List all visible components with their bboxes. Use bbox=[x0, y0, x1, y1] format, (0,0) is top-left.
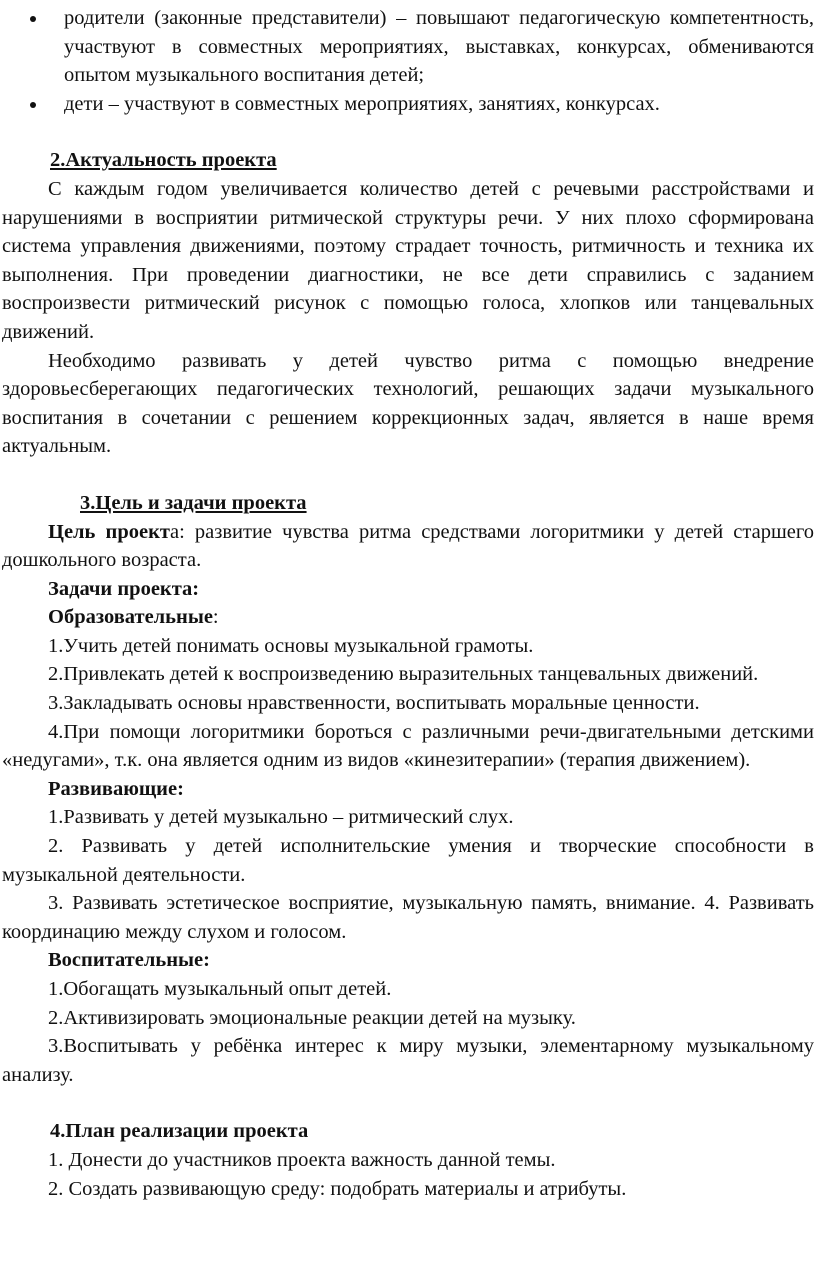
educational-colon: : bbox=[212, 606, 219, 629]
upbringing-task: 3.Воспитывать у ребёнка интерес к миру музыки, элементарному музыкальному анализу. bbox=[2, 1035, 814, 1086]
list-item-text: родители (законные представители) – повышают педагогическую компетентность, участвуют в совместных мероприятиях, выставках, конкурсах, обмениваются опытом музыкального воспитания детей; bbox=[64, 7, 814, 87]
section-3-heading: 3.Цель и задачи проекта bbox=[80, 491, 307, 514]
tasks-label: Задачи проекта: bbox=[48, 577, 200, 600]
upbringing-task: 2.Активизировать эмоциональные реакции детей на музыку. bbox=[48, 1006, 576, 1029]
educational-task: 4.При помощи логоритмики бороться с различными речи-двигательными детскими «недугами», т.к. она является одним из видов «кинезитерапии» (терапия движением). bbox=[2, 720, 814, 772]
section-3-heading-line bbox=[2, 489, 814, 518]
upbringing-task: 1.Обогащать музыкальный опыт детей. bbox=[48, 978, 392, 1000]
section-4-heading-line bbox=[2, 1117, 814, 1146]
list-item-text: дети – участвуют в совместных мероприятиях, занятиях, конкурсах. bbox=[64, 92, 660, 115]
educational-task: 3.Закладывать основы нравственности, воспитывать моральные ценности. bbox=[48, 692, 700, 715]
developing-task: 3. Развивать эстетическое восприятие, музыкальную память, внимание. 4. Развивать координацию между слухом и голосом. bbox=[2, 892, 814, 943]
educational-task: 1.Учить детей понимать основы музыкальной грамоты. bbox=[48, 634, 534, 657]
intro-bullet-list bbox=[2, 4, 814, 118]
plan-item: 1. Донести до участников проекта важность данной темы. bbox=[48, 1148, 556, 1171]
upbringing-label: Воспитательные: bbox=[48, 949, 210, 972]
goal-text: а: развитие чувства ритма средствами логоритмики у детей старшего дошкольного возраста. bbox=[2, 520, 814, 572]
goal-label: Цель проект bbox=[48, 520, 170, 543]
list-item bbox=[2, 4, 814, 90]
section-2-heading: 2.Актуальность проекта bbox=[50, 149, 277, 172]
goal-paragraph bbox=[2, 518, 814, 575]
bullet-icon bbox=[30, 16, 36, 22]
section-2-heading-line bbox=[2, 146, 814, 175]
educational-task: 2.Привлекать детей к воспроизведению выразительных танцевальных движений. bbox=[48, 663, 759, 686]
educational-label: Образовательные bbox=[48, 606, 213, 629]
plan-item: 2. Создать развивающую среду: подобрать материалы и атрибуты. bbox=[48, 1177, 627, 1200]
section-2-paragraph: Необходимо развивать у детей чувство ритма с помощью внедрение здоровьесберегающих педагогических технологий, решающих задачи музыкального воспитания в сочетании с решением коррекционных задач, является в наше время актуальным. bbox=[2, 349, 814, 458]
developing-label: Развивающие: bbox=[48, 777, 184, 800]
list-item bbox=[2, 90, 814, 119]
developing-task: 1.Развивать у детей музыкально – ритмический слух. bbox=[48, 806, 514, 829]
developing-task: 2. Развивать у детей исполнительские умения и творческие способности в музыкальной деятельности. bbox=[2, 835, 814, 886]
bullet-icon bbox=[30, 102, 36, 108]
section-4-heading: 4.План реализации проекта bbox=[50, 1120, 309, 1143]
educational-heading bbox=[2, 603, 814, 632]
section-2-paragraph: С каждым годом увеличивается количество детей с речевыми расстройствами и нарушениями в восприятии ритмической структуры речи. У них плохо сформирована система управления движениями, поэтому страдает точность, ритмичность и техника их выполнения. При проведении диагностики, не все дети справились с заданием воспроизвести ритмический рисунок с помощью голоса, хлопков или танцевальных движений. bbox=[2, 177, 814, 343]
